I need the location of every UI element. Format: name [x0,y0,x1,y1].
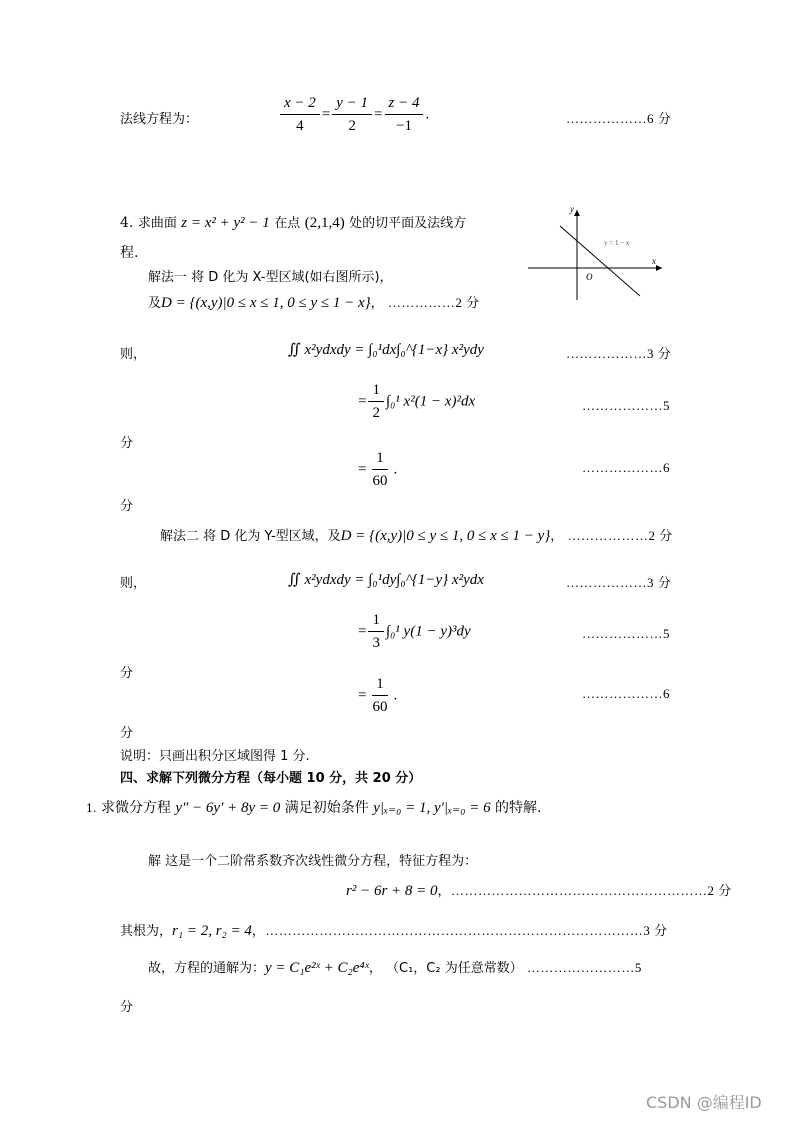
csdn-watermark: CSDN @编程ID [646,1093,762,1112]
score-normal-line: ………………6 分 [566,111,672,126]
figure-line-label: y = 1 − x [604,239,630,247]
score-char-eq: ，…………………………………………………2 分 [437,883,732,898]
score-method2-line3: ………………6 [582,686,670,701]
x-axis-arrow-icon [656,265,662,271]
method1-intro: 解法一 将 D 化为 X-型区域(如右图所示)， [148,270,393,285]
score-method1-line3-tail: 分 [120,499,134,514]
method2-integral-1: ∬ x²ydxdy = ∫₀¹dy∫₀^{1−y} x²ydx [288,572,484,588]
method1-result: = $\frac{1}{60}$ . [358,450,398,489]
figure-y-label: y [570,204,574,214]
score-roots: ，…………………………………………………………………………3 分 [251,923,668,938]
region-figure [520,200,670,305]
score-general: ……………………5 [526,960,642,975]
score-method1-line2-tail: 分 [120,436,134,451]
method2-then: 则， [120,576,147,591]
section-4-title: 四、求解下列微分方程（每小题 10 分，共 20 分） [120,771,422,786]
de-problem-statement: 1. 求微分方程 y″ − 6y′ + 8y = 0 满足初始条件 y|ₓ₌₀ = 1, y′|ₓ₌₀ = 6 的特解. [86,800,542,816]
method2-integral-2: = $\frac{1}{3}$ ∫₀¹ y(1 − y)³dy [358,612,471,651]
score-method1-line1: ………………3 分 [566,346,672,361]
score-method2-line2-tail: 分 [120,666,134,681]
score-method2-line1: ………………3 分 [566,575,672,590]
fraction-y: $\frac{y - 1}{2}$ [332,95,372,135]
method1-then: 则， [120,347,147,362]
score-method1-line3: ………………6 [582,460,670,475]
score-method1-domain: ……………2 分 [387,295,480,310]
method1-integral-1: ∬ x²ydxdy = ∫₀¹dx∫₀^{1−x} x²ydy [288,342,484,358]
score-method2-domain: ………………2 分 [567,528,673,543]
method1-domain: 及D = {(x,y)|0 ≤ x ≤ 1, 0 ≤ y ≤ 1 − x}， ……………2 分 [148,295,480,311]
figure-origin-label: O [586,272,593,282]
grading-note: 说明：只画出积分区域图得 1 分. [120,749,310,764]
fraction-z: $\frac{z - 4}{-1}$ [385,95,424,135]
y-axis-arrow-icon [574,210,580,216]
problem-4-statement: 4. 求曲面 z = x² + y² − 1 在点 (2,1,4) 处的切平面及法线方 [120,215,467,231]
score-method2-line2: ………………5 [582,626,670,641]
score-method2-line3-tail: 分 [120,726,134,741]
boundary-line [560,226,640,296]
characteristic-equation-line: r² − 6r + 8 = 0，…………………………………………………2 分 [346,883,732,899]
roots-line: 其根为，r₁ = 2, r₂ = 4，…………………………………………………………………………3 分 [120,923,668,939]
score-method1-line2: ………………5 [582,398,670,413]
general-solution-line: 故，方程的通解为：y = C₁e²ˣ + C₂e⁴ˣ， （C₁，C₂ 为任意常数） ……………………5 [148,960,642,976]
figure-x-label: x [652,256,656,266]
score-general-tail: 分 [120,1000,134,1015]
method2-result: = $\frac{1}{60}$ . [358,676,398,715]
fraction-x: $\frac{x - 2}{4}$ [280,95,320,135]
normal-line-label: 法线方程为： [120,112,199,127]
method1-integral-2: = $\frac{1}{2}$ ∫₀¹ x²(1 − x)²dx [358,382,476,421]
method2-intro-line: 解法二 将 D 化为 Y-型区域，及D = {(x,y)|0 ≤ y ≤ 1, 0 ≤ x ≤ 1 − y}， ………………2 分 [160,528,673,544]
solution-intro: 解 这是一个二阶常系数齐次线性微分方程，特征方程为： [148,854,478,869]
normal-line-equation: $\frac{x - 2}{4}$ = $\frac{y - 1}{2}$ = $\frac{z - 4}{-1}$ . [278,95,429,135]
problem-4-statement-cont: 程. [120,245,139,261]
